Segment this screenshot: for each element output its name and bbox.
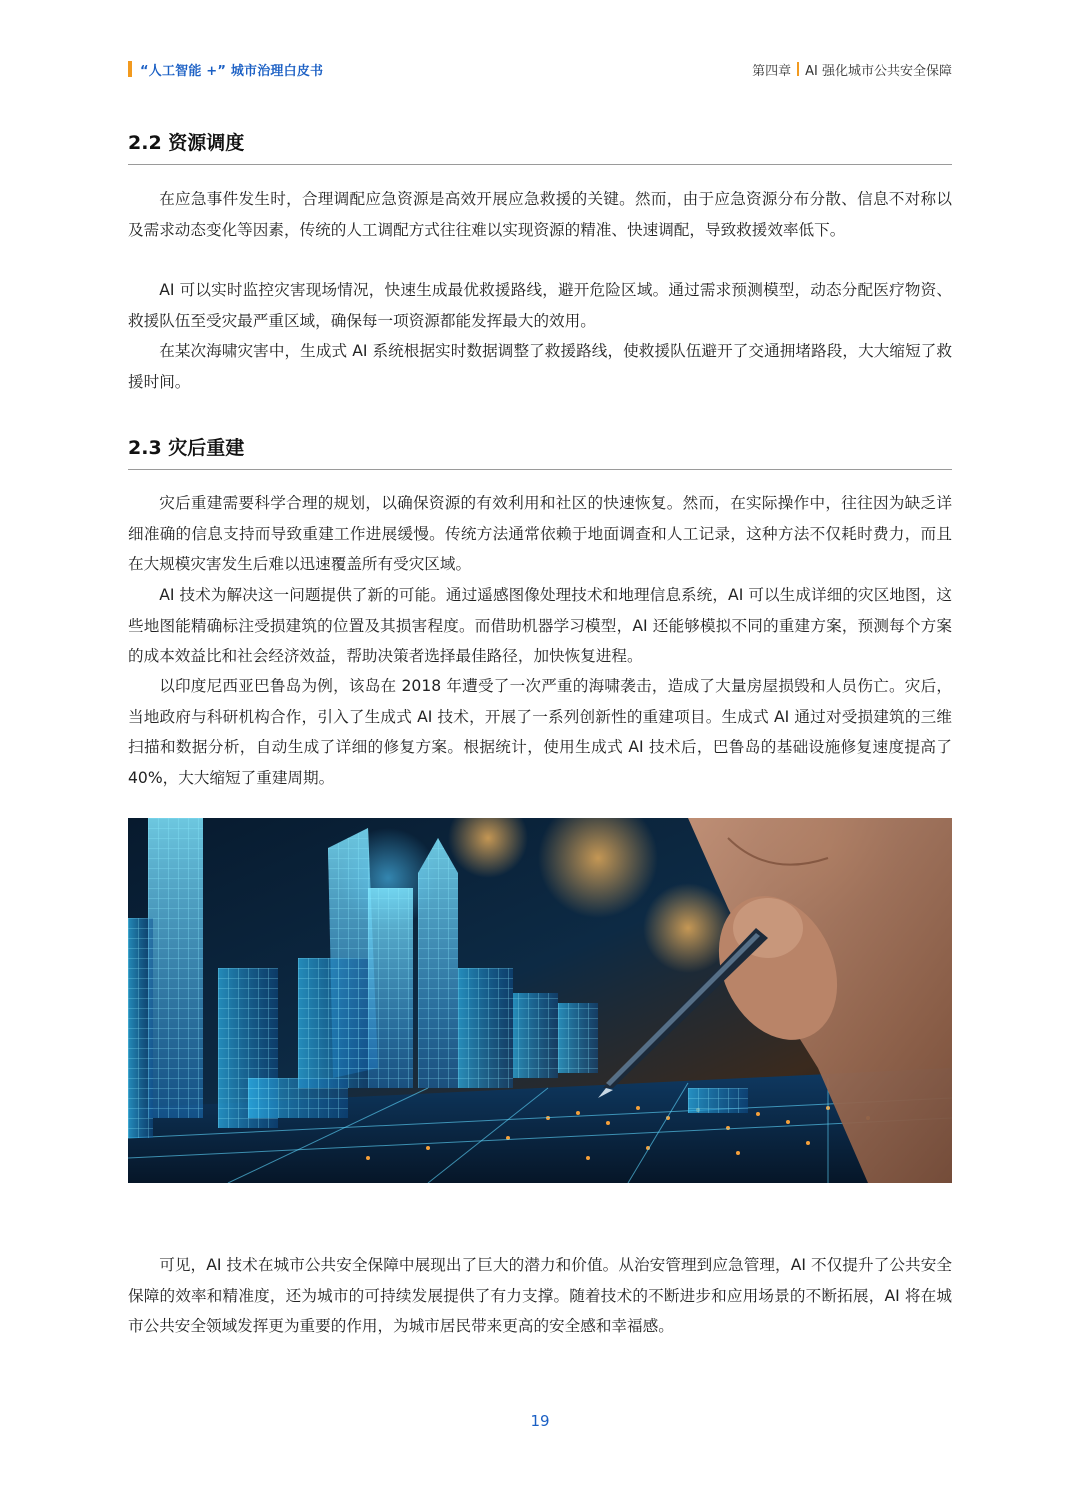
paragraph: 在应急事件发生时，合理调配应急资源是高效开展应急救援的关键。然而，由于应急资源分布分散、信息不对称以及需求动态变化等因素，传统的人工调配方式往往难以实现资源的精准、快速调配，导致救援效率低下。 xyxy=(128,190,952,239)
page-number: 19 xyxy=(530,1412,550,1430)
header-accent-bar xyxy=(128,61,132,77)
conclusion-paragraph: 可见，AI 技术在城市公共安全保障中展现出了巨大的潜力和价值。从治安管理到应急管理，AI 不仅提升了公共安全保障的效率和精准度，还为城市的可持续发展提供了有力支撑。随着技术的不断进步和应用场景的不断拓展，AI 将在城市公共安全领域发挥更为重要的作用，为城市居民带来更高的安全感和幸福感。 xyxy=(128,1256,952,1335)
paragraph: AI 可以实时监控灾害现场情况，快速生成最优救援路线，避开危险区域。通过需求预测模型，动态分配医疗物资、救援队伍至受灾最严重区域，确保每一项资源都能发挥最大的效用。 xyxy=(128,281,952,330)
header-right xyxy=(752,60,952,79)
chapter-title: AI 强化城市公共安全保障 xyxy=(805,63,952,79)
holographic-city-illustration xyxy=(128,818,952,1183)
page-header xyxy=(128,58,952,80)
document-title: “人工智能 +” 城市治理白皮书 xyxy=(140,63,324,79)
section-heading-post-disaster-reconstruction: 2.3 灾后重建 xyxy=(128,433,952,470)
header-left xyxy=(128,60,323,79)
paragraph: AI 技术为解决这一问题提供了新的可能。通过遥感图像处理技术和地理信息系统，AI 可以生成详细的灾区地图，这些地图能精确标注受损建筑的位置及其损害程度。而借助机器学习模型，AI 还能够模拟不同的重建方案，预测每个方案的成本效益比和社会经济效益，帮助决策者选择最佳路径，加快恢复进程。 xyxy=(128,586,952,665)
chapter-label: 第四章 xyxy=(752,63,792,79)
paragraph: 在某次海啸灾害中，生成式 AI 系统根据实时数据调整了救援路线，使救援队伍避开了交通拥堵路段，大大缩短了救援时间。 xyxy=(128,342,952,391)
section-heading-resource-dispatch: 2.2 资源调度 xyxy=(128,128,952,165)
paragraph: 以印度尼西亚巴鲁岛为例，该岛在 2018 年遭受了一次严重的海啸袭击，造成了大量房屋损毁和人员伤亡。灾后，当地政府与科研机构合作，引入了生成式 AI 技术，开展了一系列创新性的重建项目。生成式 AI 通过对受损建筑的三维扫描和数据分析，自动生成了详细的修复方案。根据统计，使用生成式 AI 技术后，巴鲁岛的基础设施修复速度提高了 40%，大大缩短了重建周期。 xyxy=(128,677,952,787)
paragraph: 灾后重建需要科学合理的规划，以确保资源的有效利用和社区的快速恢复。然而，在实际操作中，往往因为缺乏详细准确的信息支持而导致重建工作进展缓慢。传统方法通常依赖于地面调查和人工记录，这种方法不仅耗时费力，而且在大规模灾害发生后难以迅速覆盖所有受灾区域。 xyxy=(128,494,952,573)
header-separator xyxy=(797,62,799,76)
